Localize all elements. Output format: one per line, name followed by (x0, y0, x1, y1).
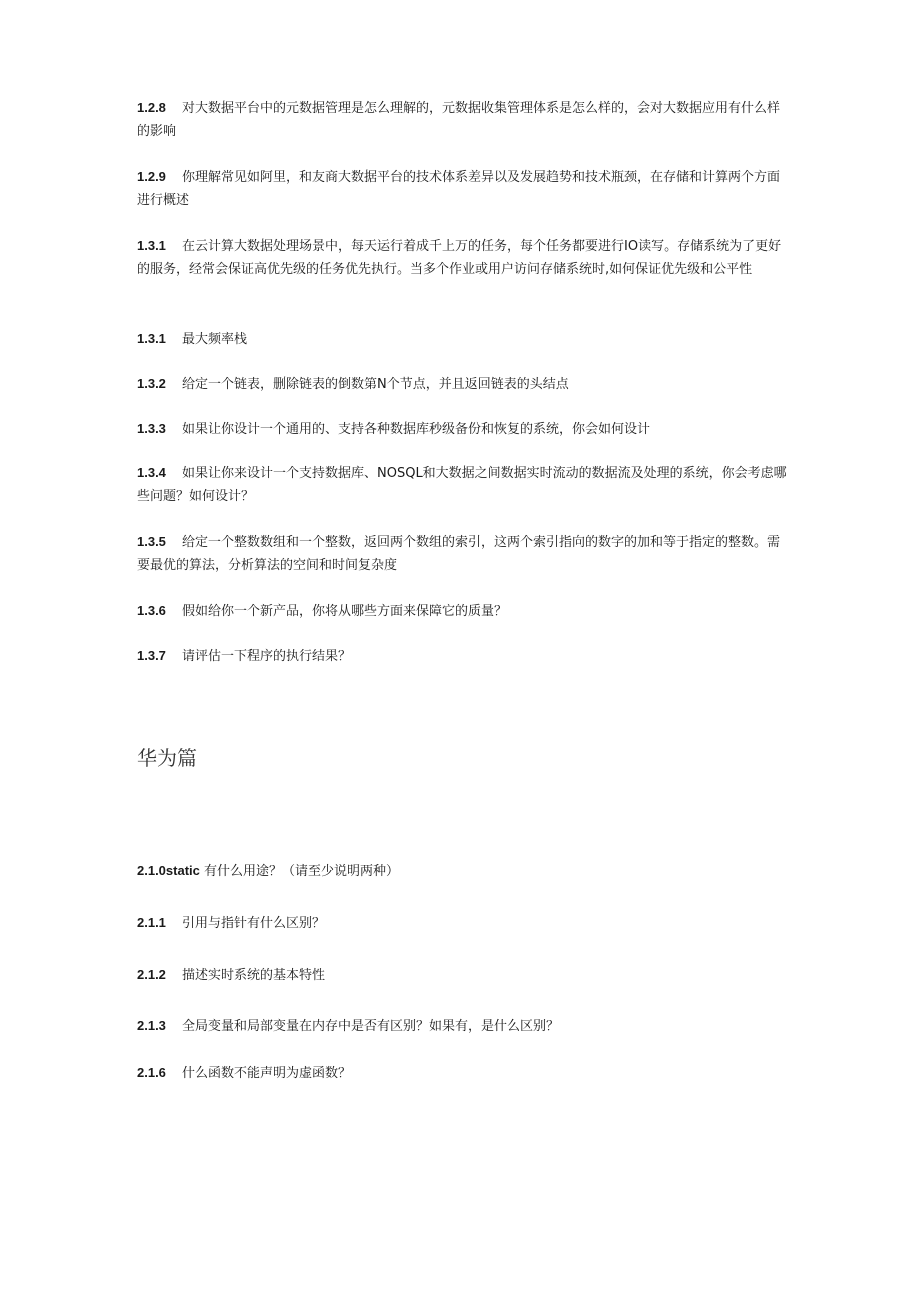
question-item (137, 1061, 787, 1085)
question-number: 1.3.4 (137, 465, 166, 480)
question-item (137, 327, 787, 351)
question-item (137, 96, 787, 143)
section-title: 华为篇 (137, 746, 197, 770)
question-text: 给定一个链表，删除链表的倒数第N个节点，并且返回链表的头结点 (182, 377, 569, 392)
question-text: 假如给你一个新产品，你将从哪些方面来保障它的质量？ (182, 604, 508, 619)
question-text: 请评估一下程序的执行结果？ (182, 649, 352, 664)
question-text: 引用与指针有什么区别？ (182, 916, 326, 931)
question-item (137, 461, 787, 508)
question-text: 在云计算大数据处理场景中，每天运行着成千上万的任务，每个任务都要进行IO读写。存储系统为了更好的服务，经常会保证高优先级的任务优先执行。当多个作业或用户访问存储系统时,如何保证优先级和公平性 (137, 239, 782, 277)
question-item (137, 417, 787, 441)
question-number: 2.1.1 (137, 915, 166, 930)
question-number: 1.3.2 (137, 376, 166, 391)
question-text: 有什么用途？（请至少说明两种） (204, 864, 400, 879)
question-number: 1.3.5 (137, 534, 166, 549)
question-text: 最大频率栈 (182, 332, 248, 347)
question-number: 2.1.6 (137, 1065, 166, 1080)
question-text: 如果让你来设计一个支持数据库、NOSQL和大数据之间数据实时流动的数据流及处理的系统，你会考虑哪些问题？如何设计？ (137, 466, 787, 504)
question-item (137, 234, 787, 281)
question-number: 1.2.9 (137, 169, 166, 184)
question-number: 2.1.3 (137, 1018, 166, 1033)
question-text: 什么函数不能声明为虚函数？ (182, 1066, 352, 1081)
question-item (137, 859, 787, 883)
question-number: 2.1.0static (137, 863, 200, 878)
question-text: 描述实时系统的基本特性 (182, 968, 326, 983)
question-item (137, 530, 787, 577)
question-item (137, 911, 787, 935)
question-number: 1.3.1 (137, 238, 166, 253)
question-text: 给定一个整数数组和一个整数，返回两个数组的索引，这两个索引指向的数字的加和等于指定的整数。需要最优的算法，分析算法的空间和时间复杂度 (137, 535, 781, 573)
question-text: 对大数据平台中的元数据管理是怎么理解的，元数据收集管理体系是怎么样的，会对大数据应用有什么样的影响 (137, 101, 781, 139)
question-text: 全局变量和局部变量在内存中是否有区别？如果有，是什么区别？ (182, 1019, 560, 1034)
question-number: 2.1.2 (137, 967, 166, 982)
question-item (137, 599, 787, 623)
question-number: 1.3.3 (137, 421, 166, 436)
question-number: 1.2.8 (137, 100, 166, 115)
question-text: 你理解常见如阿里，和友商大数据平台的技术体系差异以及发展趋势和技术瓶颈，在存储和计算两个方面进行概述 (137, 170, 781, 208)
question-number: 1.3.6 (137, 603, 166, 618)
question-number: 1.3.1 (137, 331, 166, 346)
question-item (137, 963, 787, 987)
question-item (137, 1014, 787, 1038)
question-item (137, 165, 787, 212)
question-item (137, 372, 787, 396)
question-item (137, 644, 787, 668)
question-text: 如果让你设计一个通用的、支持各种数据库秒级备份和恢复的系统，你会如何设计 (182, 422, 651, 437)
question-number: 1.3.7 (137, 648, 166, 663)
